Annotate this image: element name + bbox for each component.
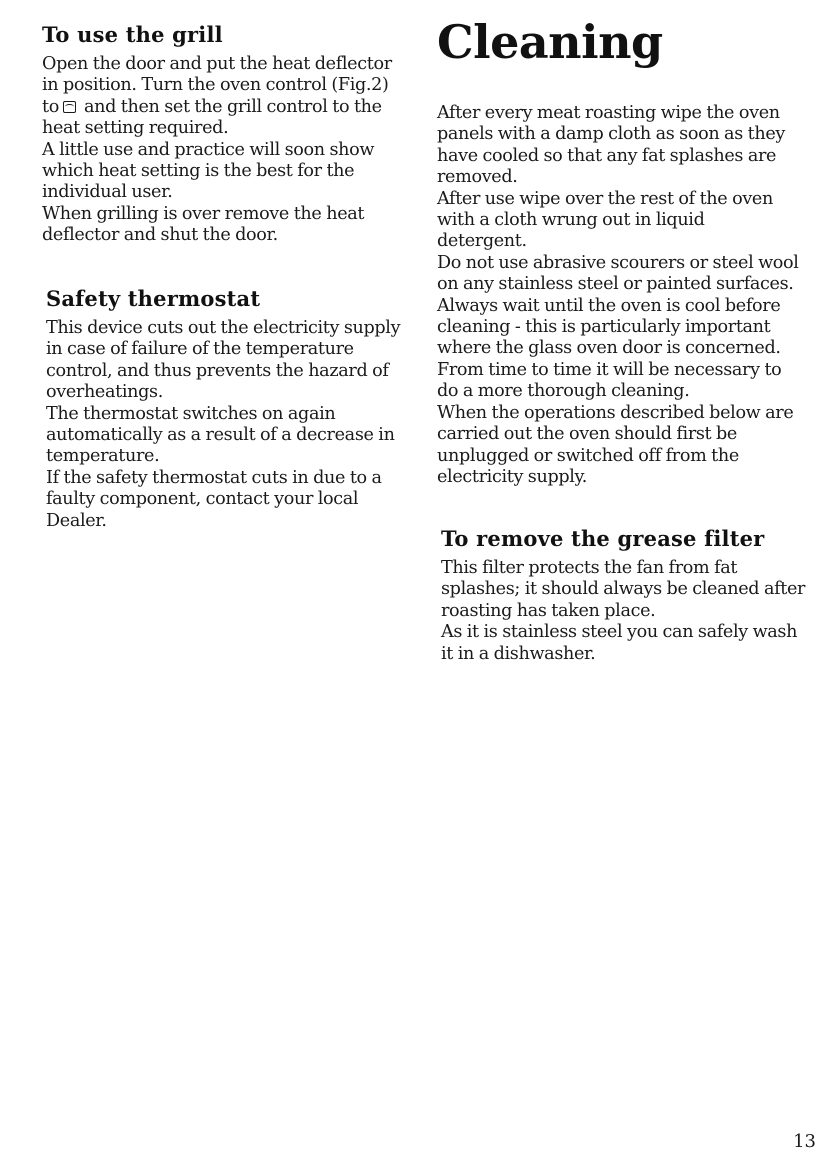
- grease-filter-section-body: [441, 558, 821, 665]
- grease-filter-line: This filter protects the fan from fat: [441, 558, 738, 578]
- cleaning-line: cleaning - this is particularly important: [437, 317, 771, 338]
- grease-filter-line: As it is stainless steel you can safely wash: [441, 622, 798, 643]
- cleaning-line: After every meat roasting wipe the oven: [437, 103, 780, 123]
- grill-line: A little use and practice will soon show: [42, 139, 375, 160]
- cleaning-line: panels with a damp cloth as soon as they: [437, 124, 785, 145]
- cleaning-line: with a cloth wrung out in liquid: [437, 210, 705, 231]
- grill-line: in position. Turn the oven control (Fig.2): [42, 75, 389, 96]
- safety-line: The thermostat switches on again: [46, 403, 336, 424]
- safety-line: overheatings.: [46, 382, 163, 403]
- cleaning-line: electricity supply.: [437, 466, 588, 487]
- grill-line: heat setting required.: [42, 118, 229, 139]
- cleaning-line: on any stainless steel or painted surfaces.: [437, 274, 794, 295]
- grill-line: When grilling is over remove the heat: [42, 203, 365, 224]
- grill-section-body: [42, 54, 414, 247]
- cleaning-line: have cooled so that any fat splashes are: [437, 145, 777, 166]
- cleaning-line: where the glass oven door is concerned.: [437, 338, 781, 359]
- grill-line: which heat setting is the best for the: [42, 161, 355, 182]
- grill-line: individual user.: [42, 182, 173, 203]
- page-number: 13: [793, 1131, 816, 1152]
- cleaning-line: Do not use abrasive scourers or steel wool: [437, 252, 799, 273]
- safety-line: control, and thus prevents the hazard of: [46, 360, 389, 381]
- safety-line: temperature.: [46, 446, 160, 467]
- cleaning-line: removed.: [437, 167, 518, 188]
- cleaning-line: From time to time it will be necessary to: [437, 359, 782, 380]
- grease-filter-line: splashes; it should always be cleaned after: [441, 579, 806, 600]
- grill-line: Open the door and put the heat deflector: [42, 54, 392, 74]
- safety-section-body: [46, 318, 414, 532]
- safety-section-title: Safety thermostat: [46, 286, 261, 311]
- grill-line: to: [42, 96, 59, 117]
- safety-line: faulty component, contact your local: [46, 489, 359, 510]
- cleaning-line: carried out the oven should first be: [437, 424, 737, 445]
- cleaning-section-body: [437, 103, 821, 488]
- safety-line: This device cuts out the electricity supply: [46, 318, 401, 338]
- cleaning-line: When the operations described below are: [437, 402, 794, 423]
- safety-line: Dealer.: [46, 510, 107, 531]
- safety-line: automatically as a result of a decrease in: [46, 425, 395, 446]
- grease-filter-section-title: To remove the grease filter: [441, 526, 765, 551]
- safety-line: If the safety thermostat cuts in due to a: [46, 467, 382, 488]
- grill-section-title: To use the grill: [42, 22, 223, 47]
- cleaning-line: detergent.: [437, 231, 527, 252]
- cleaning-page-title: Cleaning: [437, 15, 663, 69]
- grease-filter-line: roasting has taken place.: [441, 600, 656, 621]
- cleaning-line: do a more thorough cleaning.: [437, 381, 690, 402]
- cleaning-line: After use wipe over the rest of the oven: [437, 188, 773, 209]
- cleaning-line: unplugged or switched off from the: [437, 445, 739, 466]
- cleaning-line: Always wait until the oven is cool before: [437, 295, 781, 316]
- grill-symbol-icon: [63, 101, 76, 113]
- grease-filter-line: it in a dishwasher.: [441, 643, 596, 664]
- grill-line: deflector and shut the door.: [42, 225, 278, 246]
- grill-line: and then set the grill control to the: [83, 96, 382, 117]
- safety-line: in case of failure of the temperature: [46, 339, 354, 360]
